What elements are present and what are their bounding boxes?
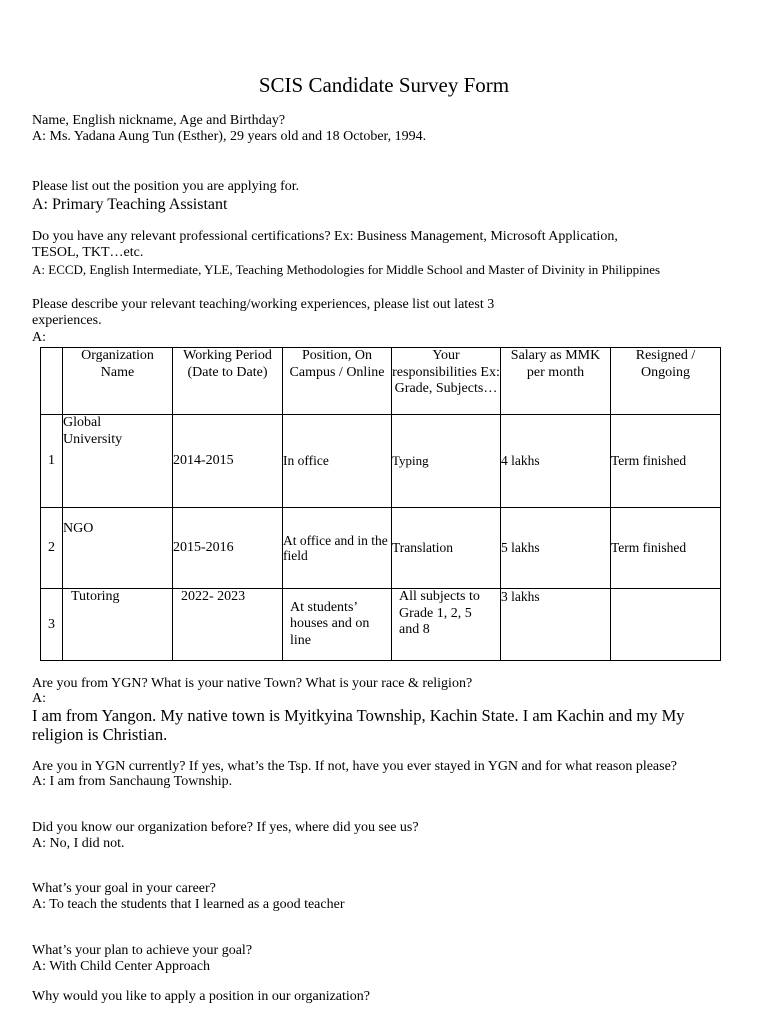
question-know-organization: Did you know our organization before? If yes, where did you see us? bbox=[32, 820, 419, 835]
header-cell: Resigned / Ongoing bbox=[611, 348, 721, 415]
table-row bbox=[41, 415, 721, 508]
answer-origin-line1: I am from Yangon. My native town is Myitkyina Township, Kachin State. I am Kachin and my My bbox=[32, 706, 685, 725]
answer-certifications: A: ECCD, English Intermediate, YLE, Teaching Methodologies for Middle School and Master of Divinity in Philippines bbox=[32, 262, 661, 277]
table-header-row bbox=[41, 348, 721, 415]
question-current-location: Are you in YGN currently? If yes, what’s the Tsp. If not, have you ever stayed in YGN and for what reason please? bbox=[32, 759, 678, 774]
header-cell: Organization Name bbox=[63, 348, 173, 415]
question-certifications-line1: Do you have any relevant professional certifications? Ex: Business Management, Microsoft Application, bbox=[32, 229, 618, 244]
question-certifications-line2: TESOL, TKT…etc. bbox=[32, 245, 144, 260]
salary-cell: 5 lakhs bbox=[501, 508, 611, 589]
header-cell bbox=[41, 348, 63, 415]
question-name-age: Name, English nickname, Age and Birthday? bbox=[32, 113, 286, 128]
salary-cell: 3 lakhs bbox=[501, 589, 611, 661]
question-career-goal: What’s your goal in your career? bbox=[32, 881, 216, 896]
responsibilities-cell: Translation bbox=[392, 508, 501, 589]
position-cell: In office bbox=[283, 415, 392, 508]
organization-name bbox=[63, 415, 173, 508]
organization-name bbox=[63, 508, 173, 589]
organization-name-text: Global University bbox=[63, 415, 123, 447]
salary-cell: 4 lakhs bbox=[501, 415, 611, 508]
position-cell: At office and in the field bbox=[283, 508, 392, 589]
working-period: 2014-2015 bbox=[173, 415, 283, 508]
answer-plan: A: With Child Center Approach bbox=[32, 959, 211, 974]
question-experience-line2: experiences. bbox=[32, 313, 102, 328]
organization-name: Tutoring bbox=[63, 589, 173, 661]
row-number: 2 bbox=[41, 508, 63, 589]
working-period: 2015-2016 bbox=[173, 508, 283, 589]
table-row bbox=[41, 508, 721, 589]
header-cell: Salary as MMK per month bbox=[501, 348, 611, 415]
status-cell: Term finished bbox=[611, 508, 721, 589]
answer-origin-prefix: A: bbox=[32, 691, 46, 706]
working-period: 2022- 2023 bbox=[173, 589, 283, 661]
answer-name-age: A: Ms. Yadana Aung Tun (Esther), 29 years old and 18 October, 1994. bbox=[32, 129, 427, 144]
row-number: 1 bbox=[41, 415, 63, 508]
question-position: Please list out the position you are applying for. bbox=[32, 179, 300, 194]
responsibilities-cell: All subjects to Grade 1, 2, 5 and 8 bbox=[392, 589, 501, 661]
header-cell: Working Period (Date to Date) bbox=[173, 348, 283, 415]
answer-position: A: Primary Teaching Assistant bbox=[32, 196, 228, 213]
answer-know-organization: A: No, I did not. bbox=[32, 836, 125, 851]
header-cell: Your responsibilities Ex: Grade, Subjects… bbox=[392, 348, 501, 415]
position-cell: At students’ houses and on line bbox=[283, 589, 392, 661]
answer-experience-prefix: A: bbox=[32, 330, 46, 345]
responsibilities-cell: Typing bbox=[392, 415, 501, 508]
experience-table bbox=[40, 347, 721, 661]
organization-name-text: NGO bbox=[63, 521, 94, 536]
question-plan: What’s your plan to achieve your goal? bbox=[32, 943, 253, 958]
header-cell: Position, On Campus / Online bbox=[283, 348, 392, 415]
question-experience-line1: Please describe your relevant teaching/working experiences, please list out latest 3 bbox=[32, 297, 495, 312]
page-title: SCIS Candidate Survey Form bbox=[258, 73, 510, 97]
status-cell: Term finished bbox=[611, 415, 721, 508]
status-cell bbox=[611, 589, 721, 661]
row-number: 3 bbox=[41, 589, 63, 661]
answer-career-goal: A: To teach the students that I learned as a good teacher bbox=[32, 897, 345, 912]
question-why-apply: Why would you like to apply a position in our organization? bbox=[32, 989, 371, 1004]
answer-origin-line2: religion is Christian. bbox=[32, 725, 168, 744]
question-origin: Are you from YGN? What is your native Town? What is your race & religion? bbox=[32, 676, 473, 691]
table-row bbox=[41, 589, 721, 661]
answer-current-location: A: I am from Sanchaung Township. bbox=[32, 774, 233, 789]
